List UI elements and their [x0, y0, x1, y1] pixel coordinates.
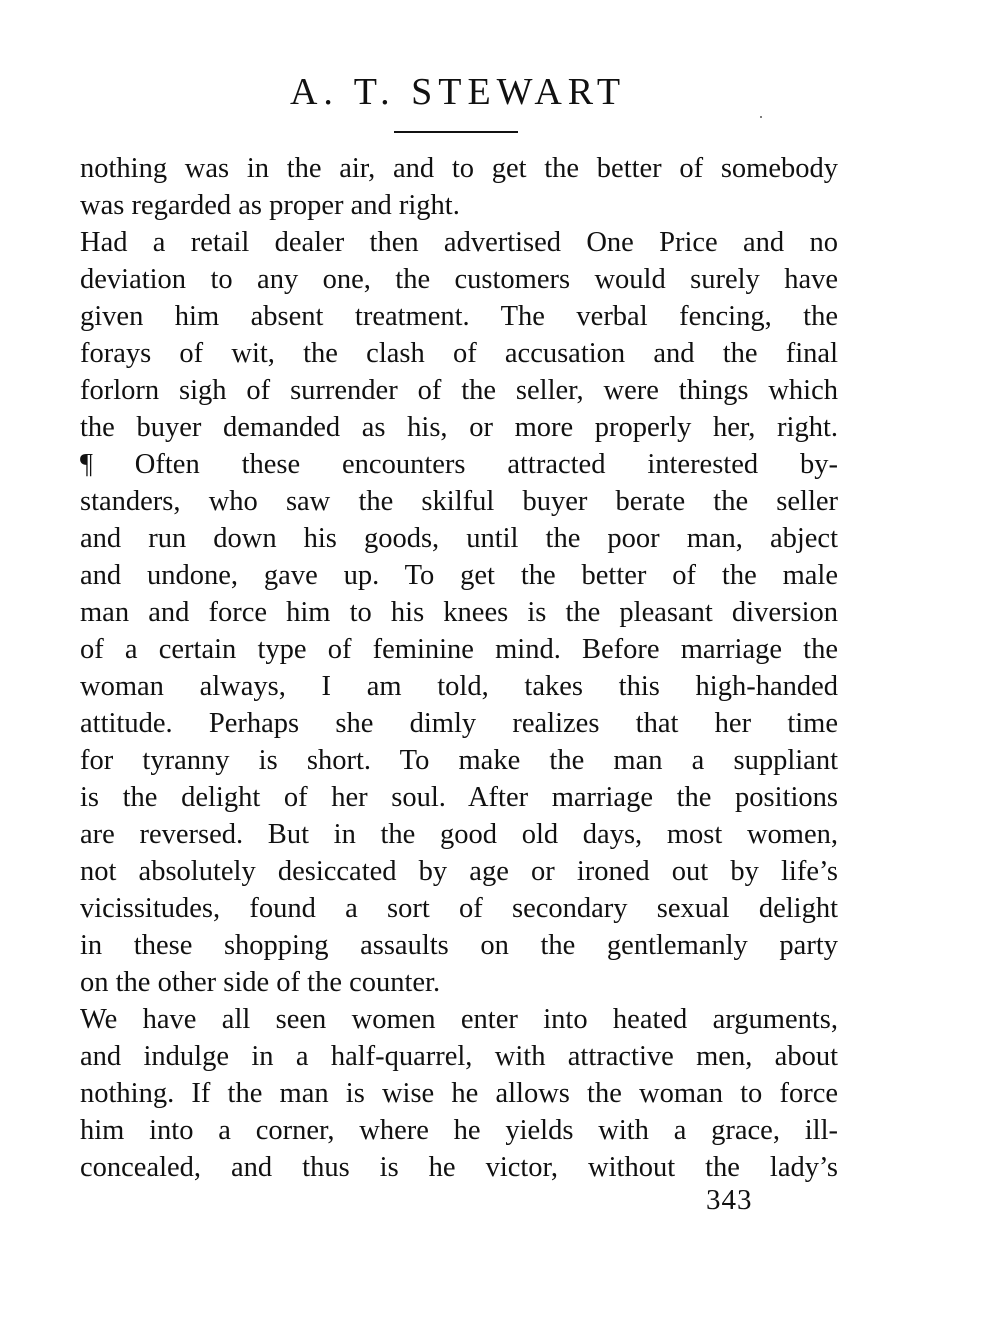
text-line: is the delight of her soul. After marriage the positions — [80, 782, 838, 813]
text-line: the buyer demanded as his, or more properly her, right. — [80, 412, 838, 443]
running-head: A. T. STEWART — [289, 71, 627, 113]
head-rule — [394, 131, 518, 133]
text-line: forlorn sigh of surrender of the seller, were things which — [80, 375, 838, 406]
text-line: given him absent treatment. The verbal fencing, the — [80, 301, 838, 332]
text-line: in these shopping assaults on the gentlemanly party — [80, 930, 838, 961]
text-line: was regarded as proper and right. — [80, 190, 460, 221]
text-line: woman always, I am told, takes this high-handed — [80, 671, 838, 702]
text-line: man and force him to his knees is the pleasant diversion — [80, 597, 838, 628]
text-line: vicissitudes, found a sort of secondary sexual delight — [80, 893, 838, 924]
text-line: him into a corner, where he yields with a grace, ill- — [80, 1115, 838, 1146]
text-line: standers, who saw the skilful buyer berate the seller — [80, 486, 838, 517]
page-number: 343 — [706, 1184, 753, 1216]
text-line: nothing. If the man is wise he allows the woman to force — [80, 1078, 838, 1109]
text-line: and undone, gave up. To get the better of the male — [80, 560, 838, 591]
body-text — [80, 150, 838, 1186]
text-line: ¶ Often these encounters attracted interested by- — [80, 449, 838, 480]
text-line: forays of wit, the clash of accusation and the final — [80, 338, 838, 369]
text-line: attitude. Perhaps she dimly realizes that her time — [80, 708, 838, 739]
text-line: Had a retail dealer then advertised One Price and no — [80, 227, 838, 258]
text-line: We have all seen women enter into heated arguments, — [80, 1004, 838, 1035]
text-line: for tyranny is short. To make the man a suppliant — [80, 745, 838, 776]
text-line: on the other side of the counter. — [80, 967, 441, 998]
text-line: and run down his goods, until the poor man, abject — [80, 523, 838, 554]
text-line: not absolutely desiccated by age or ironed out by life’s — [80, 856, 838, 887]
text-line: and indulge in a half-quarrel, with attractive men, about — [80, 1041, 838, 1072]
print-speck — [760, 116, 762, 118]
text-line: nothing was in the air, and to get the better of somebody — [80, 153, 838, 184]
text-line: of a certain type of feminine mind. Before marriage the — [80, 634, 838, 665]
text-line: concealed, and thus is he victor, without the lady’s — [80, 1152, 838, 1183]
text-line: are reversed. But in the good old days, most women, — [80, 819, 838, 850]
text-line: deviation to any one, the customers would surely have — [80, 264, 838, 295]
